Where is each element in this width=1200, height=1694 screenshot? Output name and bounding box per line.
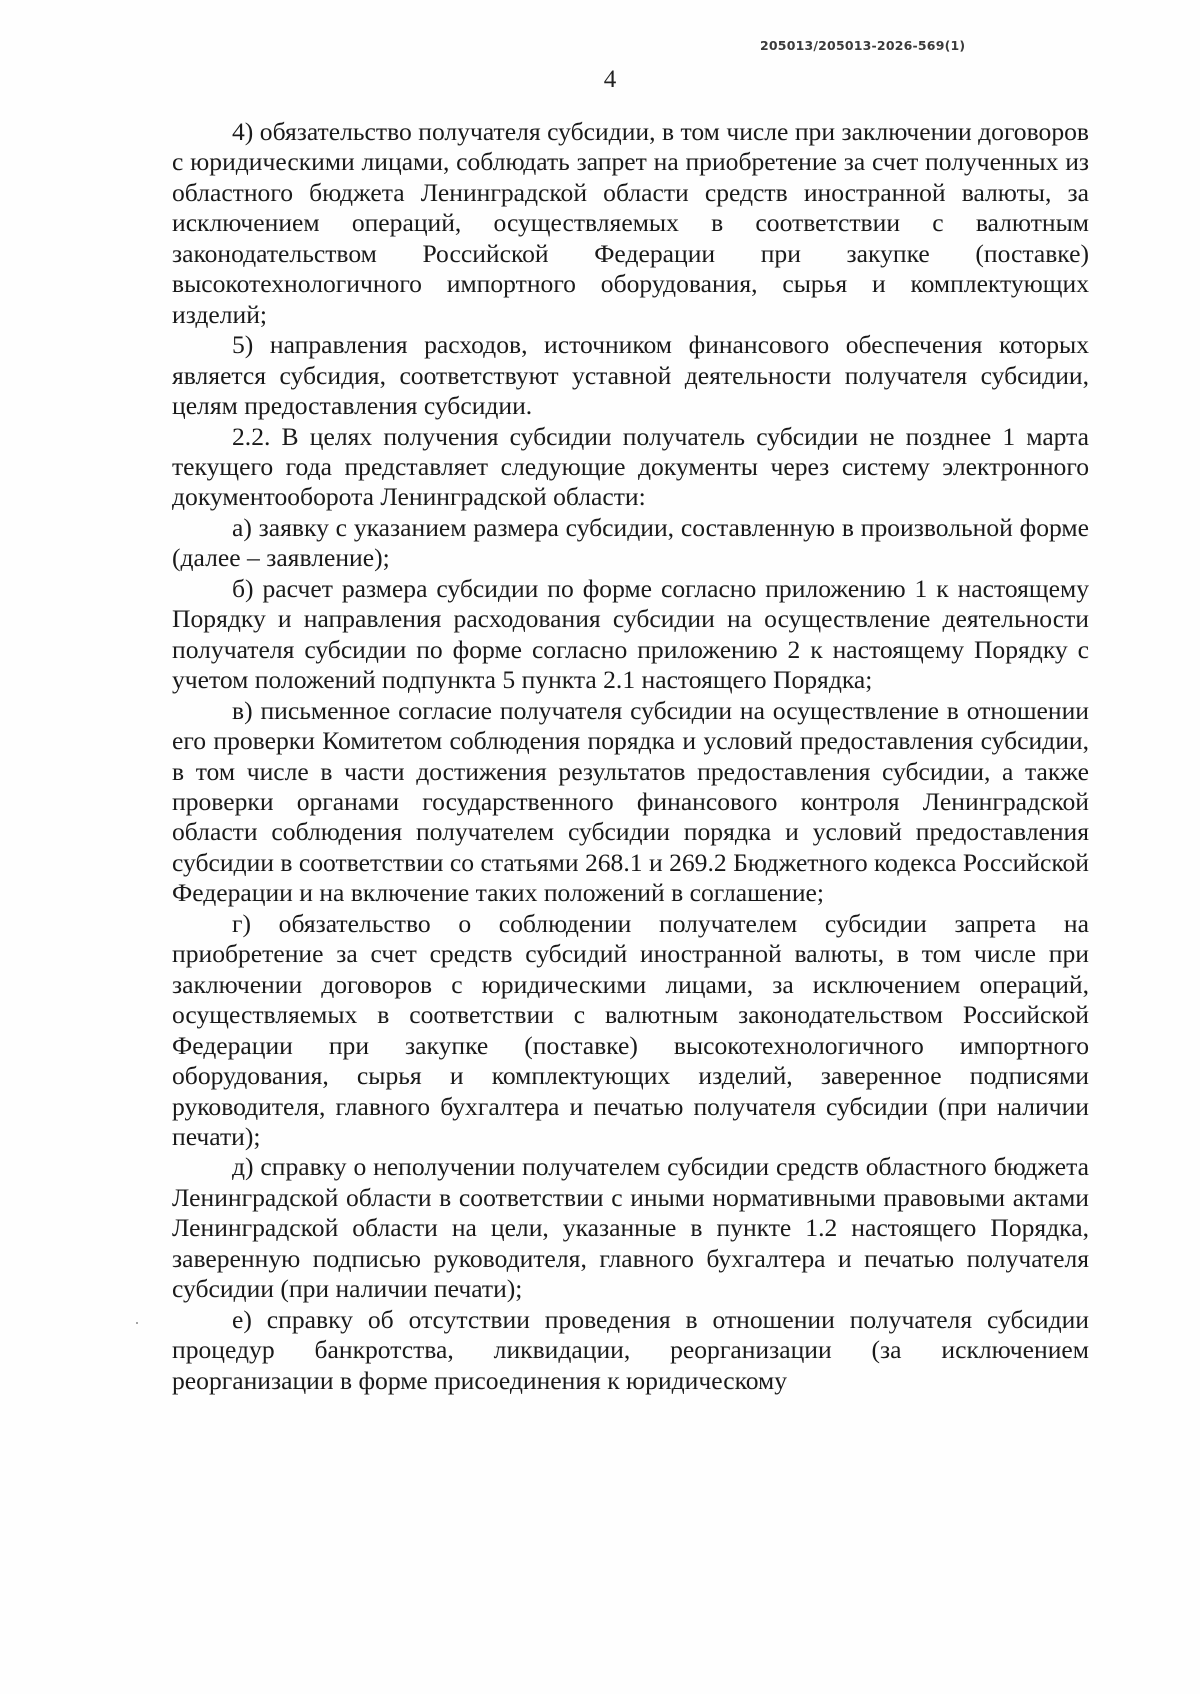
paragraph-item-g: г) обязательство о соблюдении получателем субсидии запрета на приобретение за счет средств субсидий иностранной валюты, в том числе при заключении договоров с юридическими лицами, за исключением операций, осуществляемых в соответствии с валютным законодательством Российской Федерации при закупке (поставке) высокотехнологичного импортного оборудования, сырья и комплектующих изделий, заверенное подписями руководителя, главного бухгалтера и печатью получателя субсидии (при наличии печати); — [172, 908, 1089, 1151]
document-id: 205013/205013-2026-569(1) — [760, 38, 966, 53]
paragraph-2-2: 2.2. В целях получения субсидии получатель субсидии не позднее 1 марта текущего года представляет следующие документы через систему электронного документооборота Ленинградской области: — [172, 421, 1089, 512]
paragraph-item-e: е) справку об отсутствии проведения в отношении получателя субсидии процедур банкротства, ликвидации, реорганизации (за исключением реорганизации в форме присоединения к юридическому — [172, 1304, 1089, 1395]
scan-speck — [136, 1322, 138, 1324]
paragraph-item-5: 5) направления расходов, источником финансового обеспечения которых является субсидия, соответствуют уставной деятельности получателя субсидии, целям предоставления субсидии. — [172, 330, 1089, 421]
paragraph-item-v: в) письменное согласие получателя субсидии на осуществление в отношении его проверки Комитетом соблюдения порядка и условий предоставления субсидии, в том числе в части достижения результатов предоставления субсидии, а также проверки органами государственного финансового контроля Ленинградской области соблюдения получателем субсидии порядка и условий предоставления субсидии в соответствии со статьями 268.1 и 269.2 Бюджетного кодекса Российской Федерации и на включение таких положений в соглашение; — [172, 695, 1089, 908]
paragraph-item-4: 4) обязательство получателя субсидии, в том числе при заключении договоров с юридическими лицами, соблюдать запрет на приобретение за счет полученных из областного бюджета Ленинградской области средств иностранной валюты, за исключением операций, осуществляемых в соответствии с валютным законодательством Российской Федерации при закупке (поставке) высокотехнологичного импортного оборудования, сырья и комплектующих изделий; — [172, 117, 1089, 329]
document-body — [172, 117, 1089, 1396]
paragraph-item-d: д) справку о неполучении получателем субсидии средств областного бюджета Ленинградской области в соответствии с иными нормативными правовыми актами Ленинградской области на цели, указанные в пункте 1.2 настоящего Порядка, заверенную подписью руководителя, главного бухгалтера и печатью получателя субсидии (при наличии печати); — [172, 1152, 1089, 1304]
page-number: 4 — [603, 66, 617, 93]
paragraph-item-b: б) расчет размера субсидии по форме согласно приложению 1 к настоящему Порядку и направления расходования субсидии на осуществление деятельности получателя субсидии по форме согласно приложению 2 к настоящему Порядку с учетом положений подпункта 5 пункта 2.1 настоящего Порядка; — [172, 573, 1089, 695]
paragraph-item-a: а) заявку с указанием размера субсидии, составленную в произвольной форме (далее – заявление); — [172, 512, 1089, 573]
